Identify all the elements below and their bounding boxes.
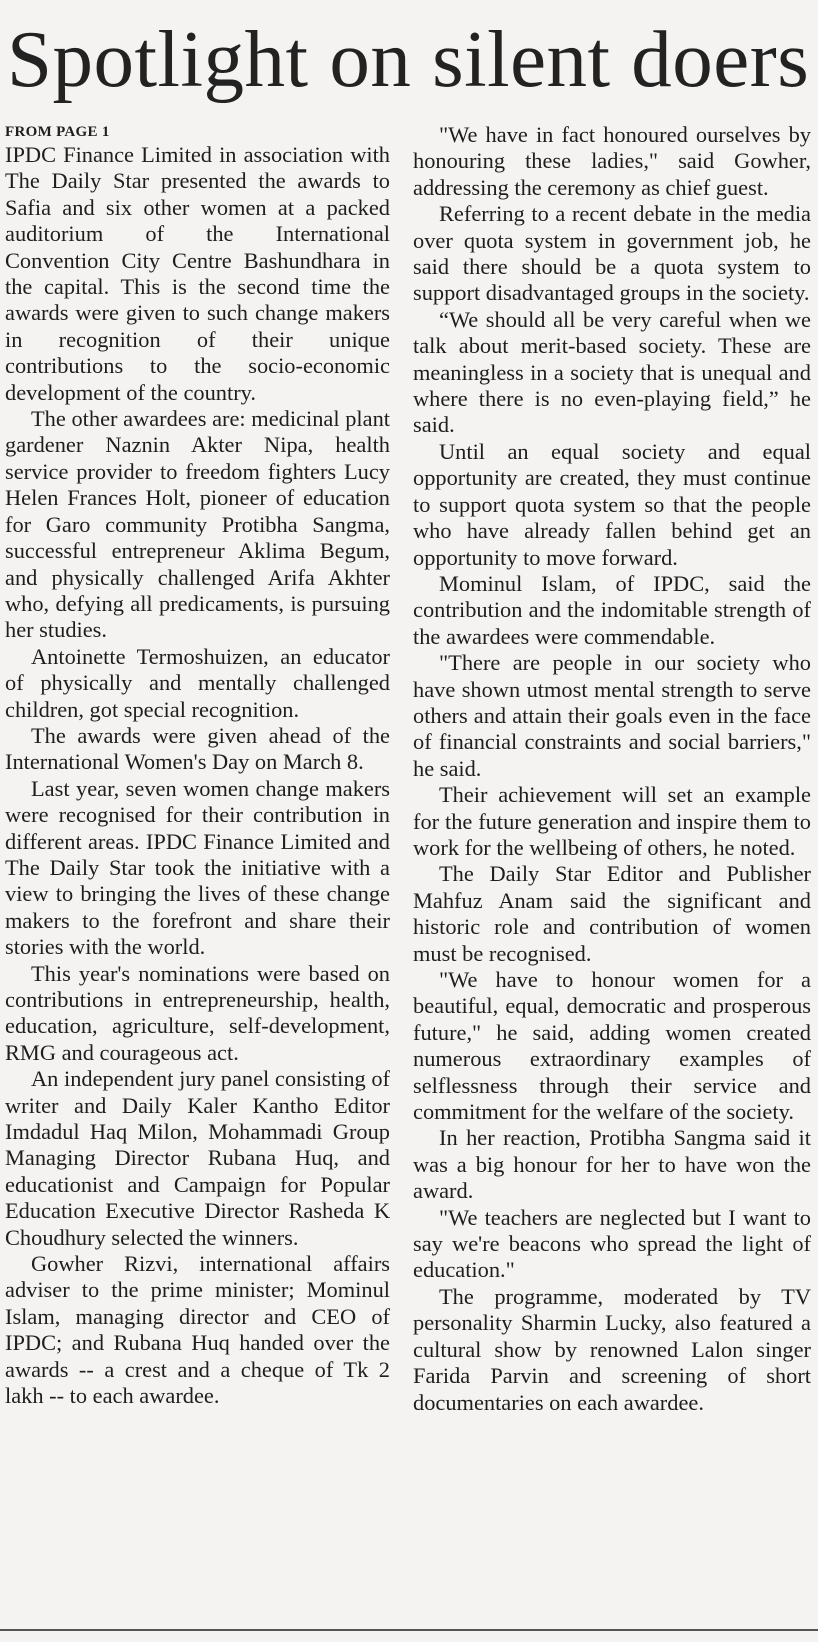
- paragraph: "There are people in our society who have shown utmost mental strength to serve others and attain their goals even in the face of financial constraints and social barriers," he said.: [413, 650, 811, 781]
- paragraph: Until an equal society and equal opportunity are created, they must continue to support quota system so that the people who have already fallen behind get an opportunity to move forward.: [413, 438, 811, 570]
- paragraph: "We teachers are neglected but I want to say we're beacons who spread the light of education.": [413, 1204, 811, 1283]
- paragraph: "We have to honour women for a beautiful, equal, democratic and prosperous future," he said, adding women created numerous extraordinary examples of selflessness through their service and commitment for the welfare of the society.: [413, 967, 811, 1125]
- paragraph: Their achievement will set an example for the future generation and inspire them to work for the wellbeing of others, he noted.: [413, 782, 811, 860]
- paragraph: This year's nominations were based on contributions in entrepreneurship, health, education, agriculture, self-development, RMG and courageous act.: [5, 960, 390, 1065]
- paragraph: Last year, seven women change makers were recognised for their contribution in different areas. IPDC Finance Limited and The Daily Star took the initiative with a view to bringing the lives of these change makers to the forefront and share their stories with the world.: [5, 775, 390, 960]
- paragraph: In her reaction, Protibha Sangma said it was a big honour for her to have won the award.: [413, 1125, 811, 1204]
- headline: Spotlight on silent doers: [7, 14, 810, 104]
- paragraph: IPDC Finance Limited in association with The Daily Star presented the awards to Safia and six other women at a packed auditorium of the International Convention City Centre Bashundhara in the capital. This is the second time the awards were given to such change makers in recognition of their unique contributions to the socio-economic development of the country.: [5, 142, 390, 405]
- paragraph: “We should all be very careful when we talk about merit-based society. These are meaningless in a society that is unequal and where there is no even-playing field,” he said.: [413, 306, 811, 438]
- paragraph: The awards were given ahead of the International Women's Day on March 8.: [5, 722, 390, 775]
- paragraph: The programme, moderated by TV personality Sharmin Lucky, also featured a cultural show by renowned Lalon singer Farida Parvin and screening of short documentaries on each awardee.: [413, 1283, 811, 1415]
- article-column-right: [413, 122, 811, 1416]
- paragraph: Referring to a recent debate in the media over quota system in government job, he said there should be a quota system to support disadvantaged groups in the society.: [413, 201, 811, 306]
- paragraph: Mominul Islam, of IPDC, said the contribution and the indomitable strength of the awardees were commendable.: [413, 570, 811, 649]
- article-column-left: [5, 122, 390, 1410]
- paragraph: An independent jury panel consisting of writer and Daily Kaler Kantho Editor Imdadul Haq Milon, Mohammadi Group Managing Director Rubana Huq, and educationist and Campaign for Popular Education Executive Director Rasheda K Choudhury selected the winners.: [5, 1066, 390, 1250]
- paragraph: "We have in fact honoured ourselves by honouring these ladies," said Gowher, addressing the ceremony as chief guest.: [413, 122, 811, 200]
- paragraph: Gowher Rizvi, international affairs adviser to the prime minister; Mominul Islam, managing director and CEO of IPDC; and Rubana Huq handed over the awards -- a crest and a cheque of Tk 2 lakh -- to each awardee.: [5, 1251, 390, 1409]
- bottom-rule: [0, 1629, 818, 1631]
- paragraph: The other awardees are: medicinal plant gardener Naznin Akter Nipa, health service provider to freedom fighters Lucy Helen Frances Holt, pioneer of education for Garo community Protibha Sangma, successful entrepreneur Aklima Begum, and physically challenged Arifa Akhter who, defying all predicaments, is pursuing her studies.: [5, 406, 390, 643]
- continuation-kicker: FROM PAGE 1: [5, 124, 110, 140]
- paragraph: The Daily Star Editor and Publisher Mahfuz Anam said the significant and historic role and contribution of women must be recognised.: [413, 861, 811, 966]
- paragraph: Antoinette Termoshuizen, an educator of physically and mentally challenged children, got special recognition.: [5, 643, 390, 722]
